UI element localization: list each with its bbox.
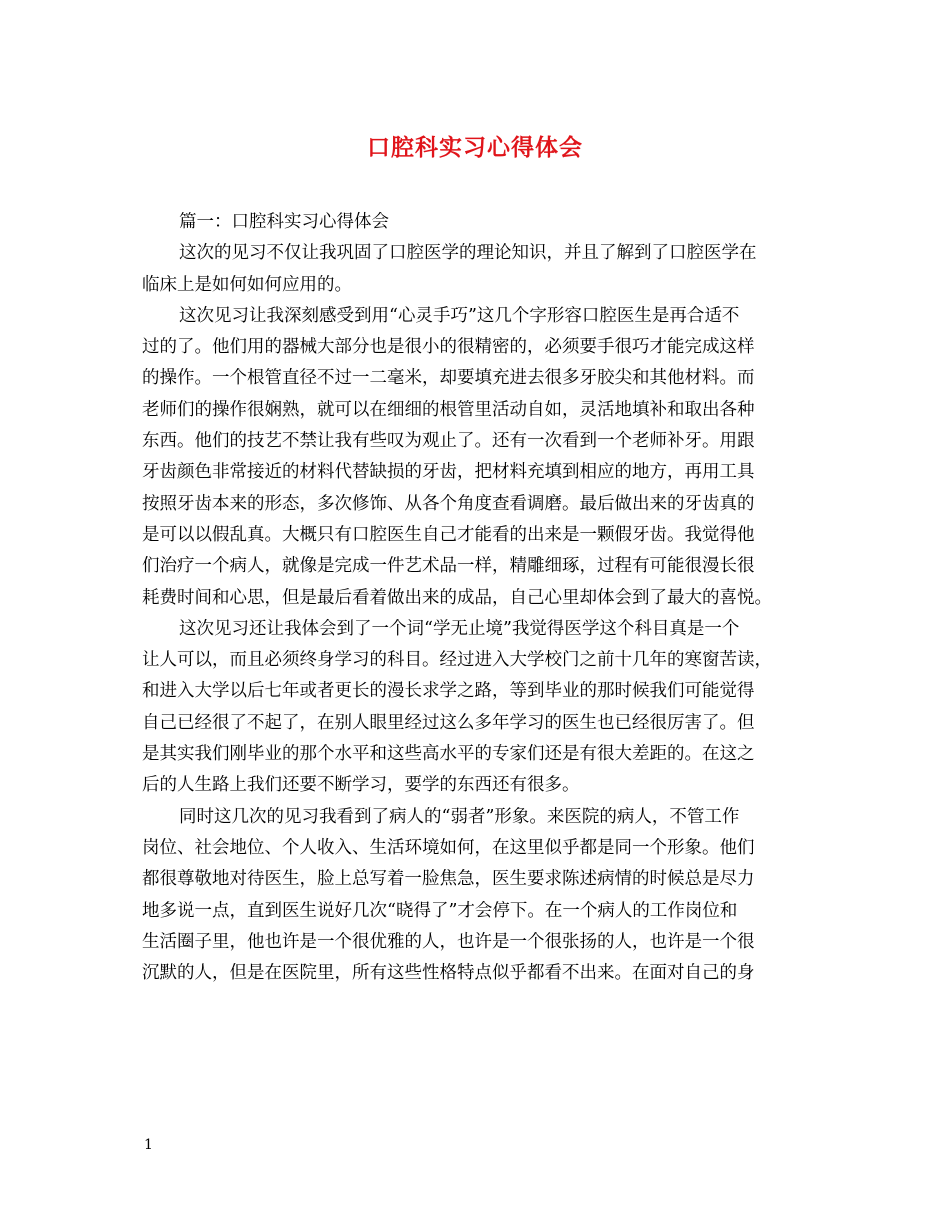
paragraph-line: 们治疗一个病人，就像是完成一件艺术品一样，精雕细琢，过程有可能很漫长很 [142, 556, 755, 577]
paragraph-line: 同时这几次的见习我看到了病人的“弱者”形象。来医院的病人，不管工作 [179, 806, 740, 827]
paragraph-line: 是其实我们刚毕业的那个水平和这些高水平的专家们还是有很大差距的。在这之 [142, 744, 755, 765]
paragraph-line: 按照牙齿本来的形态，多次修饰、从各个角度查看调磨。最后做出来的牙齿真的 [142, 493, 755, 514]
paragraph-line: 过的了。他们用的器械大部分也是很小的很精密的，必须要手很巧才能完成这样 [142, 337, 755, 358]
document-body [142, 207, 810, 989]
paragraph-line: 都很尊敬地对待医生，脸上总写着一脸焦急，医生要求陈述病情的时候总是尽力 [142, 869, 755, 890]
paragraph-line: 和进入大学以后七年或者更长的漫长求学之路，等到毕业的那时候我们可能觉得 [142, 681, 755, 702]
page-number: 1 [144, 1137, 153, 1153]
paragraph-line: 牙齿颜色非常接近的材料代替缺损的牙齿，把材料充填到相应的地方，再用工具 [142, 462, 755, 483]
paragraph-line: 岗位、社会地位、个人收入、生活环境如何，在这里似乎都是同一个形象。他们 [142, 837, 755, 858]
paragraph-line: 临床上是如何如何应用的。 [142, 274, 352, 295]
paragraph-line: 的操作。一个根管直径不过一二毫米，却要填充进去很多牙胶尖和其他材料。而 [142, 368, 755, 389]
paragraph-line: 生活圈子里，他也许是一个很优雅的人，也许是一个很张扬的人，也许是一个很 [142, 931, 755, 952]
paragraph-line: 这次的见习不仅让我巩固了口腔医学的理论知识，并且了解到了口腔医学在 [179, 243, 757, 264]
paragraph-line: 老师们的操作很娴熟，就可以在细细的根管里活动自如，灵活地填补和取出各种 [142, 399, 755, 420]
paragraph-line: 这次见习还让我体会到了一个词“学无止境”我觉得医学这个科目真是一个 [179, 618, 740, 639]
paragraph-line: 篇一：口腔科实习心得体会 [179, 212, 389, 232]
paragraph-line: 是可以以假乱真。大概只有口腔医生自己才能看的出来是一颗假牙齿。我觉得他 [142, 524, 755, 545]
paragraph-line: 后的人生路上我们还要不断学习，要学的东西还有很多。 [142, 775, 580, 796]
paragraph-line: 地多说一点，直到医生说好几次“晓得了”才会停下。在一个病人的工作岗位和 [142, 900, 738, 921]
document-title: 口腔科实习心得体会 [367, 134, 583, 161]
paragraph-line: 自己已经很了不起了，在别人眼里经过这么多年学习的医生也已经很厉害了。但 [142, 712, 755, 733]
paragraph-line: 让人可以，而且必须终身学习的科目。经过进入大学校门之前十几年的寒窗苦读， [142, 650, 772, 671]
paragraph-line: 沉默的人，但是在医院里，所有这些性格特点似乎都看不出来。在面对自己的身 [142, 963, 755, 984]
paragraph-line: 东西。他们的技艺不禁让我有些叹为观止了。还有一次看到一个老师补牙。用跟 [142, 431, 755, 452]
paragraph-line: 这次见习让我深刻感受到用“心灵手巧”这几个字形容口腔医生是再合适不 [179, 305, 740, 326]
paragraph-line: 耗费时间和心思，但是最后看着做出来的成品，自己心里却体会到了最大的喜悦。 [142, 587, 772, 608]
